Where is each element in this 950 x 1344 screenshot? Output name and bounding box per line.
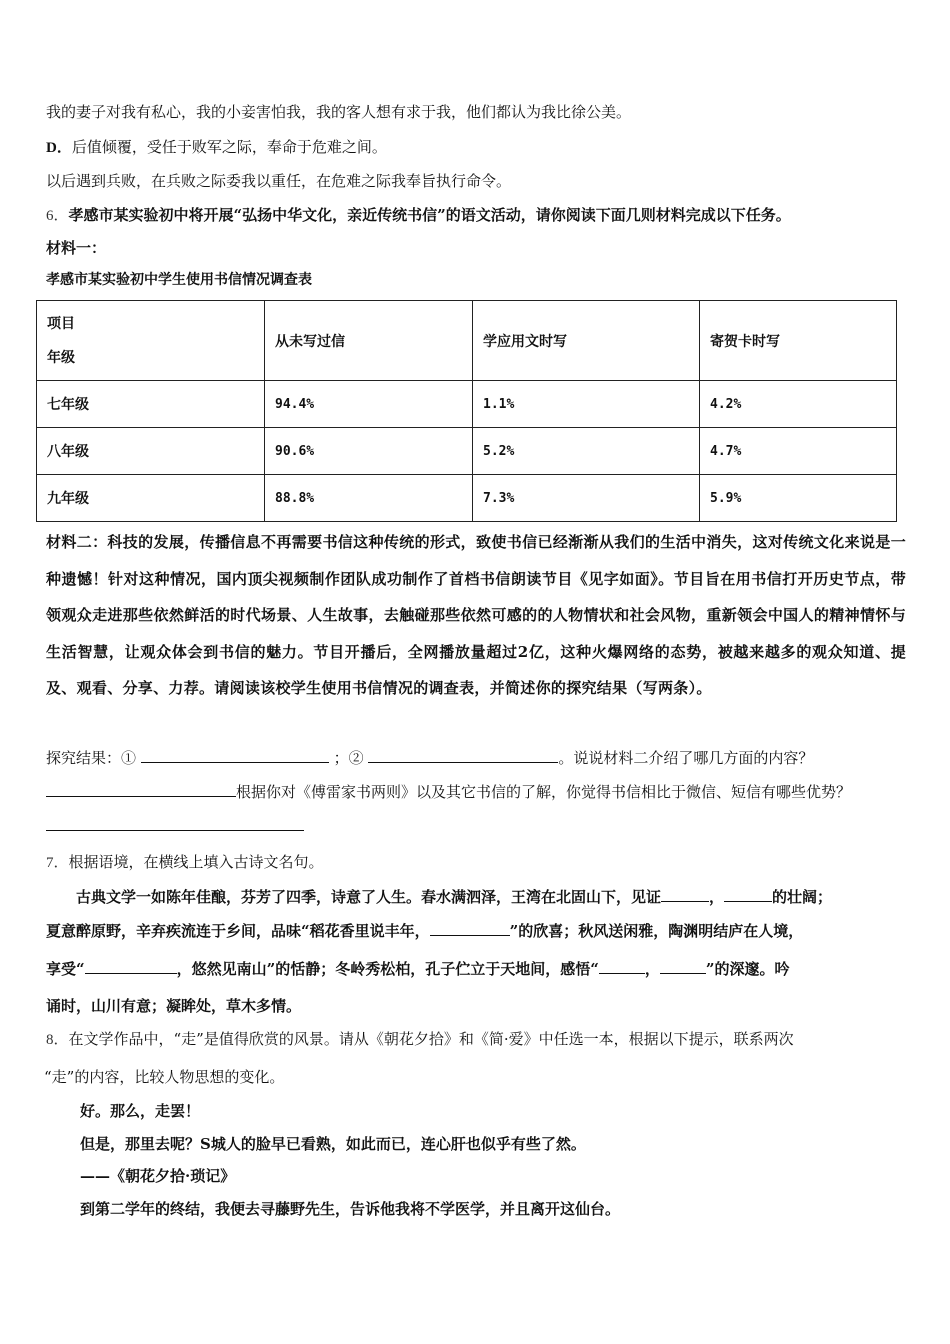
question-7-prompt <box>46 852 324 873</box>
value-cell: 7.3% <box>473 475 700 522</box>
quote-2: 但是，那里去呢？S城人的脸早已看熟，如此而已，连心肝也似乎有些了然。 <box>80 1135 586 1153</box>
answer-line-2 <box>46 782 851 802</box>
answer-blank-3[interactable] <box>46 782 236 797</box>
value-cell: 5.9% <box>700 475 897 522</box>
q7-line-3 <box>46 959 790 979</box>
poem-blank-5[interactable] <box>599 959 645 974</box>
poem-blank-6[interactable] <box>660 959 706 974</box>
table-header-cell: 寄贺卡时写 <box>700 301 897 381</box>
quote-1: 好。那么，走罢！ <box>80 1102 201 1120</box>
poem-blank-1[interactable] <box>661 887 709 902</box>
poem-blank-4[interactable] <box>85 959 177 974</box>
translation-line: 我的妻子对我有私心，我的小妾害怕我，我的客人想有求于我，他们都认为我比徐公美。 <box>46 103 632 121</box>
value-cell: 1.1% <box>473 381 700 428</box>
question-text: 在文学作品中，“走”是值得欣赏的风景。请从《朝花夕拾》和《简·爱》中任选一本，根据以下提示，联系两次 <box>68 1030 794 1048</box>
comma: ， <box>644 960 660 978</box>
poem-blank-2[interactable] <box>724 887 772 902</box>
corner-label-grade: 年级 <box>47 349 75 366</box>
grade-cell: 七年级 <box>37 381 265 428</box>
q7-text: 古典文学一如陈年佳酿，芬芳了四季，诗意了人生。春水满泗泽，王湾在北固山下，见证 <box>76 888 662 906</box>
table-header-cell: 从未写过信 <box>265 301 473 381</box>
q7-text: 的壮阔； <box>772 888 833 906</box>
option-d-label: D． <box>46 140 72 156</box>
q7-line-4: 诵时，山川有意；凝眸处，草木多情。 <box>46 997 302 1015</box>
answer-blank-2[interactable] <box>368 748 558 763</box>
survey-table <box>36 300 897 522</box>
table-header-row <box>37 301 897 381</box>
answer-blank-1[interactable] <box>141 748 329 763</box>
option-d-text: 后值倾覆，受任于败军之际，奉命于危难之间。 <box>71 138 387 156</box>
answer-blank-4[interactable] <box>46 830 304 831</box>
value-cell: 90.6% <box>265 428 473 475</box>
value-cell: 5.2% <box>473 428 700 475</box>
table-header-cell: 学应用文时写 <box>473 301 700 381</box>
answer-line-1 <box>46 748 813 768</box>
answer-separator: ；② <box>333 749 364 767</box>
material-1-label: 材料一： <box>46 239 107 257</box>
question-text: 孝感市某实验初中将开展“弘扬中华文化，亲近传统书信”的语文活动，请你阅读下面几则材料完成以下任务。 <box>68 206 791 224</box>
followup-question: 根据你对《傅雷家书两则》以及其它书信的了解，你觉得书信相比于微信、短信有哪些优势？ <box>236 783 852 801</box>
question-8-prompt-2: “走”的内容，比较人物思想的变化。 <box>44 1068 285 1086</box>
q7-line-2 <box>46 921 803 941</box>
q7-text: 享受“ <box>46 960 85 978</box>
question-text: 根据语境，在横线上填入古诗文名句。 <box>68 853 324 871</box>
q7-text: ，悠然见南山”的恬静；冬岭秀松柏，孔子伫立于天地间，感悟“ <box>176 960 599 978</box>
table-row <box>37 428 897 475</box>
option-d <box>46 137 387 158</box>
value-cell: 88.8% <box>265 475 473 522</box>
q7-text: ”的欣喜；秋风送闲雅，陶渊明结庐在人境， <box>509 922 804 940</box>
answer-tail: 。说说材料二介绍了哪几方面的内容？ <box>558 749 814 767</box>
table-row <box>37 381 897 428</box>
value-cell: 4.7% <box>700 428 897 475</box>
table-title: 孝感市某实验初中学生使用书信情况调查表 <box>46 272 312 288</box>
q7-text: ”的深邃。吟 <box>705 960 790 978</box>
question-number: 7． <box>46 855 69 871</box>
grade-cell: 八年级 <box>37 428 265 475</box>
corner-label-item: 项目 <box>47 315 75 332</box>
question-8-prompt <box>46 1029 794 1050</box>
question-6-prompt <box>46 205 791 226</box>
material-2-paragraph: 材料二：科技的发展，传播信息不再需要书信这种传统的形式，致使书信已经渐渐从我们的生活中消失，这对传统文化来说是一种遗憾！针对这种情况，国内顶尖视频制作团队成功制作了首档书信朗读节目《见字如面》。节目旨在用书信打开历史节点，带领观众走进那些依然鲜活的时代场景、人生故事，去触碰那些依然可感的的人物情状和社会风物，重新领会中国人的精神情怀与生活智慧，让观众体会到书信的魅力。节目开播后，全网播放量超过2亿，这种火爆网络的态势，被越来越多的观众知道、提及、观看、分享、力荐。请阅读该校学生使用书信情况的调查表，并简述你的探究结果（写两条）。 <box>46 533 906 697</box>
quote-3: 到第二学年的终结，我便去寻藤野先生，告诉他我将不学医学，并且离开这仙台。 <box>80 1200 621 1218</box>
option-d-translation: 以后遇到兵败，在兵败之际委我以重任，在危难之际我奉旨执行命令。 <box>46 172 512 190</box>
quote-source: ——《朝花夕拾·琐记》 <box>80 1167 236 1185</box>
comma: ， <box>709 888 725 906</box>
table-corner-cell <box>37 301 265 381</box>
q7-text: 夏意醉原野，辛弃疾流连于乡间，品味“稻花香里说丰年， <box>46 922 430 940</box>
value-cell: 94.4% <box>265 381 473 428</box>
answer-label: 探究结果：① <box>46 749 137 767</box>
value-cell: 4.2% <box>700 381 897 428</box>
grade-cell: 九年级 <box>37 475 265 522</box>
table-row <box>37 475 897 522</box>
q7-line-1 <box>76 887 832 907</box>
question-number: 8． <box>46 1032 69 1048</box>
poem-blank-3[interactable] <box>430 921 510 936</box>
question-number: 6． <box>46 208 69 224</box>
